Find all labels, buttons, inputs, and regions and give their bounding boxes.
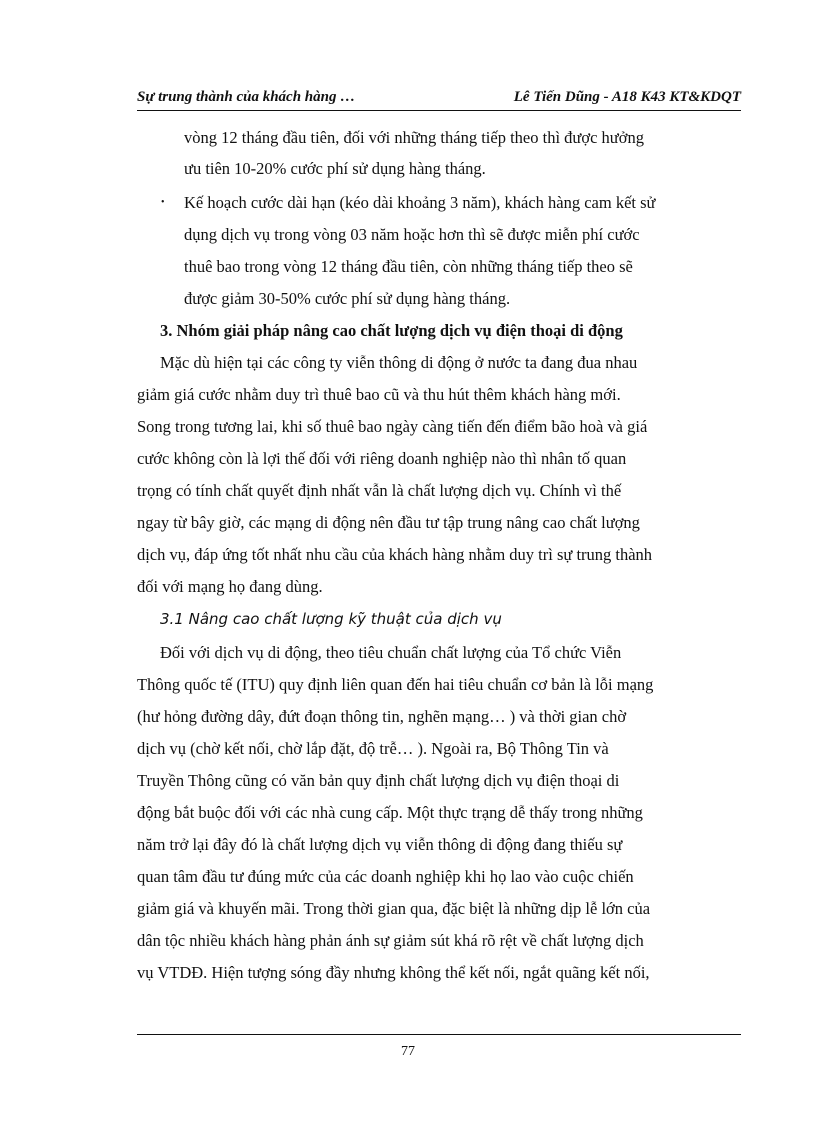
paragraph-line: động bắt buộc đối với các nhà cung cấp. Một thực trạng dễ thấy trong những	[137, 803, 643, 822]
section-heading: 3. Nhóm giải pháp nâng cao chất lượng dịch vụ điện thoại di động	[160, 321, 623, 340]
paragraph-line: Mặc dù hiện tại các công ty viễn thông di động ở nước ta đang đua nhau	[160, 353, 638, 372]
bullet-line: được giảm 30-50% cước phí sử dụng hàng tháng.	[184, 289, 511, 308]
bullet-line: dụng dịch vụ trong vòng 03 năm hoặc hơn thì sẽ được miễn phí cước	[184, 225, 640, 244]
bullet-continuation-line: ưu tiên 10-20% cước phí sử dụng hàng tháng.	[184, 159, 486, 178]
paragraph-line: giảm giá và khuyến mãi. Trong thời gian qua, đặc biệt là những dịp lễ lớn của	[137, 899, 651, 918]
header-author: Lê Tiến Dũng - A18 K43 KT&KDQT	[513, 89, 741, 105]
bullet-line: thuê bao trong vòng 12 tháng đầu tiên, còn những tháng tiếp theo sẽ	[184, 257, 633, 276]
paragraph-line: quan tâm đầu tư đúng mức của các doanh nghiệp khi họ lao vào cuộc chiến	[137, 867, 634, 886]
paragraph-line: ngay từ bây giờ, các mạng di động nên đầu tư tập trung nâng cao chất lượng	[137, 513, 640, 532]
paragraph-line: (hư hỏng đường dây, đứt đoạn thông tin, nghẽn mạng… ) và thời gian chờ	[137, 707, 627, 726]
paragraph-line: dịch vụ (chờ kết nối, chờ lắp đặt, độ trễ… ). Ngoài ra, Bộ Thông Tin và	[137, 739, 609, 758]
paragraph-line: Đối với dịch vụ di động, theo tiêu chuẩn chất lượng của Tổ chức Viễn	[160, 643, 622, 662]
running-header	[137, 86, 741, 111]
paragraph-line: Song trong tương lai, khi số thuê bao ngày càng tiến đến điểm bão hoà và giá	[137, 417, 648, 436]
paragraph-line: giảm giá cước nhằm duy trì thuê bao cũ và thu hút thêm khách hàng mới.	[137, 385, 621, 404]
paragraph-line: Thông quốc tế (ITU) quy định liên quan đến hai tiêu chuẩn cơ bản là lỗi mạng	[137, 675, 654, 694]
paragraph-line: dịch vụ, đáp ứng tốt nhất nhu cầu của khách hàng nhằm duy trì sự trung thành	[137, 545, 653, 564]
paragraph-line: Truyền Thông cũng có văn bản quy định chất lượng dịch vụ điện thoại di	[137, 771, 620, 790]
header-title: Sự trung thành của khách hàng …	[137, 89, 356, 105]
paragraph-line: trọng có tính chất quyết định nhất vẫn là chất lượng dịch vụ. Chính vì thế	[137, 481, 622, 500]
paragraph-line: vụ VTDĐ. Hiện tượng sóng đầy nhưng không thể kết nối, ngắt quãng kết nối,	[137, 963, 650, 982]
bullet-line: Kế hoạch cước dài hạn (kéo dài khoảng 3 năm), khách hàng cam kết sử	[184, 193, 656, 212]
footer-rule	[137, 1034, 741, 1035]
paragraph-line: cước không còn là lợi thế đối với riêng doanh nghiệp nào thì nhân tố quan	[137, 449, 627, 468]
paragraph-line: dân tộc nhiều khách hàng phản ánh sự giảm sút khá rõ rệt về chất lượng dịch	[137, 931, 644, 950]
bullet-icon: •	[161, 197, 165, 208]
paragraph-line: đối với mạng họ đang dùng.	[137, 577, 323, 596]
page-number: 77	[401, 1044, 415, 1059]
paragraph-line: năm trở lại đây đó là chất lượng dịch vụ viễn thông di động đang thiếu sự	[137, 835, 623, 854]
subsection-heading: 3.1 Nâng cao chất lượng kỹ thuật của dịch vụ	[160, 610, 502, 628]
bullet-continuation-line: vòng 12 tháng đầu tiên, đối với những tháng tiếp theo thì được hưởng	[184, 128, 644, 147]
